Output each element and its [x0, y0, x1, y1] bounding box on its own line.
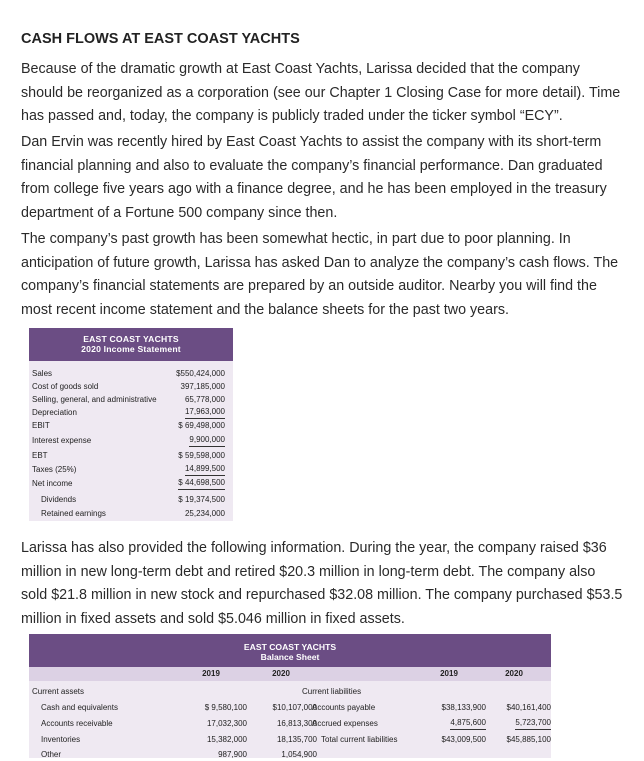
income-statement-subtitle: 2020 Income Statement	[81, 344, 181, 354]
liability-row-2020: $45,885,100	[506, 735, 551, 744]
income-statement-company: EAST COAST YACHTS	[83, 334, 179, 344]
income-row	[29, 406, 233, 419]
income-row-label: Selling, general, and administrative	[32, 395, 157, 404]
asset-row-2020: 18,135,700	[276, 735, 317, 744]
liabilities-year-2020: 2020	[505, 669, 523, 678]
balance-sheet-table	[29, 634, 551, 758]
asset-row-label: Cash and equivalents	[41, 703, 118, 712]
income-row-value: 9,900,000	[189, 434, 225, 447]
asset-row-2019: $ 9,580,100	[204, 703, 247, 712]
income-row	[29, 367, 233, 380]
liabilities-year-2019: 2019	[440, 669, 458, 678]
income-statement-table	[29, 328, 233, 521]
income-row	[29, 463, 233, 476]
income-row-label: Dividends	[41, 495, 77, 504]
income-row-label: EBIT	[32, 421, 50, 430]
income-row-value: 25,234,000	[184, 509, 225, 518]
liability-row-label: Accrued expenses	[312, 719, 378, 728]
income-row-value: 14,899,500	[185, 463, 225, 476]
income-row-value: 397,185,000	[180, 382, 225, 391]
liability-row-2019: 4,875,600	[450, 717, 486, 730]
paragraph-growth: The company’s past growth has been somewhat hectic, in part due to poor planning. In anticipation of future growth, Larissa has asked Dan to analyze the company’s cash flows. The company’s financial statements are prepared by an outside auditor. Nearby you will find the most recent income statement and the balance sheets for the past two years.	[21, 231, 619, 318]
balance-sheet-subtitle: Balance Sheet	[260, 652, 320, 662]
balance-sheet-company: EAST COAST YACHTS	[243, 642, 337, 652]
income-row-label: Interest expense	[32, 436, 92, 445]
assets-year-2019: 2019	[202, 669, 220, 678]
income-row-value: 65,778,000	[184, 395, 225, 404]
income-row-label: Taxes (25%)	[32, 465, 77, 474]
assets-year-2020: 2020	[272, 669, 290, 678]
income-row-label: EBT	[32, 451, 48, 460]
balance-sheet-header	[29, 634, 551, 667]
asset-row-2019: 17,032,300	[206, 719, 247, 728]
income-row-value: 17,963,000	[185, 406, 225, 419]
income-row-label: Sales	[32, 369, 53, 378]
income-row	[29, 493, 233, 506]
income-row-value: $ 69,498,000	[178, 421, 225, 430]
asset-row-2019: 987,900	[218, 750, 247, 759]
paragraph-dan-ervin: Dan Ervin was recently hired by East Coast Yachts to assist the company with its short-term financial planning and also to evaluate the company’s financial performance. Dan graduated from college five years ago with a finance degree, and he has been employed in the treasury department of a Fortune 500 company since then.	[21, 134, 607, 221]
paragraph-additional-info: Larissa has also provided the following information. During the year, the company raised $36 million in new long-term debt and retired $20.3 million in long-term debt. The company also sold $21.8 million in new stock and repurchased $32.08 million. The company purchased $53.5 million in fixed assets and sold $5.046 million in fixed assets.	[21, 540, 623, 627]
asset-row-label: Inventories	[41, 735, 81, 744]
income-row	[29, 477, 233, 490]
document-title: CASH FLOWS AT EAST COAST YACHTS	[21, 31, 300, 47]
liability-row-2019: $43,009,500	[441, 735, 486, 744]
asset-row-label: Accounts receivable	[41, 719, 113, 728]
paragraph-intro: Because of the dramatic growth at East Coast Yachts, Larissa decided that the company should be reorganized as a corporation (see our Chapter 1 Closing Case for more detail). Time has passed and, today, the company is publicly traded under the ticker symbol “ECY”.	[21, 61, 621, 125]
income-statement-header	[29, 328, 233, 361]
income-row-value: $550,424,000	[176, 369, 225, 378]
income-row-label: Cost of goods sold	[32, 382, 99, 391]
income-row	[29, 393, 233, 406]
asset-row-label: Other	[41, 750, 62, 759]
income-row-label: Retained earnings	[41, 509, 106, 518]
assets-section-label: Current assets	[32, 687, 85, 696]
income-row	[29, 507, 233, 520]
income-row-value: $ 19,374,500	[178, 495, 225, 504]
liability-row-2020: 5,723,700	[515, 717, 551, 730]
liability-row-label: Accounts payable	[312, 703, 376, 712]
asset-row-2020: 1,054,900	[281, 750, 317, 759]
liability-row-2020: $40,161,400	[506, 703, 551, 712]
income-row-label: Net income	[32, 479, 73, 488]
income-row	[29, 380, 233, 393]
income-row-label: Depreciation	[32, 408, 77, 417]
income-row	[29, 419, 233, 432]
liability-row-2019: $38,133,900	[441, 703, 486, 712]
asset-row-2020: $10,107,000	[272, 703, 317, 712]
income-row	[29, 434, 233, 447]
income-row-value: $ 59,598,000	[178, 451, 225, 460]
asset-row-2020: 16,813,300	[276, 719, 317, 728]
liabilities-section-label: Current liabilities	[302, 687, 362, 696]
asset-row-2019: 15,382,000	[206, 735, 247, 744]
income-row	[29, 449, 233, 462]
liability-row-label: Total current liabilities	[321, 735, 398, 744]
income-row-value: $ 44,698,500	[178, 477, 225, 490]
